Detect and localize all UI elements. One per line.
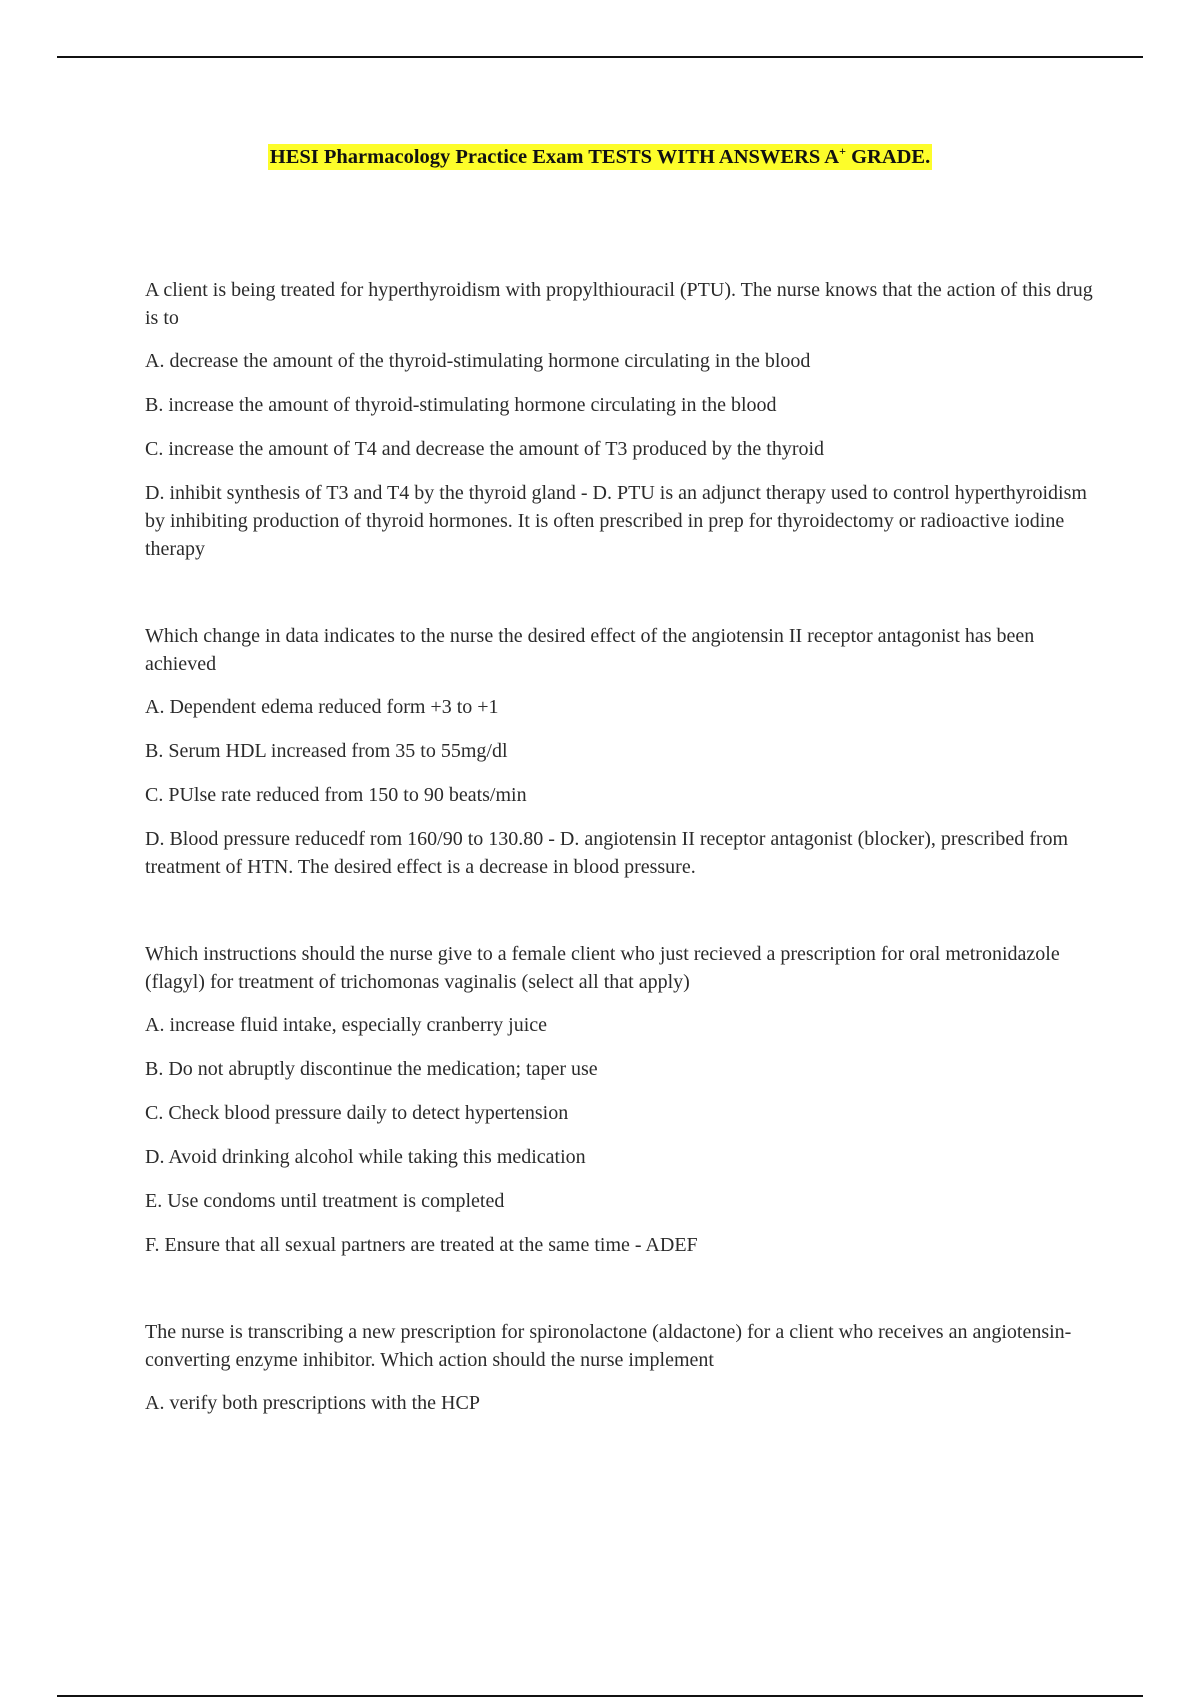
answer-option: B. Serum HDL increased from 35 to 55mg/dl xyxy=(145,740,508,762)
question-block xyxy=(145,940,1095,1259)
bottom-rule xyxy=(57,1695,1143,1697)
answer-option: B. Do not abruptly discontinue the medication; taper use xyxy=(145,1058,598,1080)
question-block xyxy=(145,276,1095,563)
answer-option: D. Avoid drinking alcohol while taking this medication xyxy=(145,1146,586,1168)
answer-option: E. Use condoms until treatment is completed xyxy=(145,1190,505,1212)
question-block xyxy=(145,1318,1095,1417)
document-title xyxy=(268,144,932,170)
question-prompt: Which instructions should the nurse give to a female client who just recieved a prescription for oral metronidazole (flagyl) for treatment of trichomonas vaginalis (select all that apply) xyxy=(145,943,1060,993)
top-rule xyxy=(57,56,1143,58)
answer-option: A. decrease the amount of the thyroid-stimulating hormone circulating in the blood xyxy=(145,350,811,372)
title-superscript: + xyxy=(839,144,846,159)
answer-option: C. PUlse rate reduced from 150 to 90 beats/min xyxy=(145,784,527,806)
answer-option: F. Ensure that all sexual partners are treated at the same time - ADEF xyxy=(145,1234,698,1256)
title-container xyxy=(0,144,1200,170)
answer-option: A. Dependent edema reduced form +3 to +1 xyxy=(145,696,499,718)
answer-option: A. verify both prescriptions with the HCP xyxy=(145,1392,480,1414)
question-prompt: A client is being treated for hyperthyroidism with propylthiouracil (PTU). The nurse knows that the action of this drug is to xyxy=(145,279,1093,329)
title-tail: GRADE. xyxy=(845,146,931,168)
answer-option: D. Blood pressure reducedf rom 160/90 to 130.80 - D. angiotensin II receptor antagonist (blocker), prescribed from treatment of HTN. The desired effect is a decrease in blood pressure. xyxy=(145,828,1069,878)
question-block xyxy=(145,622,1095,881)
question-list xyxy=(145,276,1095,1476)
answer-option: C. Check blood pressure daily to detect hypertension xyxy=(145,1102,569,1124)
answer-option: A. increase fluid intake, especially cranberry juice xyxy=(145,1014,548,1036)
answer-option: D. inhibit synthesis of T3 and T4 by the thyroid gland - D. PTU is an adjunct therapy used to control hyperthyroidism by inhibiting production of thyroid hormones. It is often prescribed in prep for thyroidectomy or radioactive iodine therapy xyxy=(145,482,1087,560)
question-prompt: Which change in data indicates to the nurse the desired effect of the angiotensin II receptor antagonist has been achieved xyxy=(145,625,1035,675)
answer-option: B. increase the amount of thyroid-stimulating hormone circulating in the blood xyxy=(145,394,777,416)
title-text: HESI Pharmacology Practice Exam TESTS WITH ANSWERS A xyxy=(269,146,840,168)
answer-option: C. increase the amount of T4 and decrease the amount of T3 produced by the thyroid xyxy=(145,438,825,460)
question-prompt: The nurse is transcribing a new prescription for spironolactone (aldactone) for a client who receives an angiotensin-converting enzyme inhibitor. Which action should the nurse implement xyxy=(145,1321,1072,1371)
